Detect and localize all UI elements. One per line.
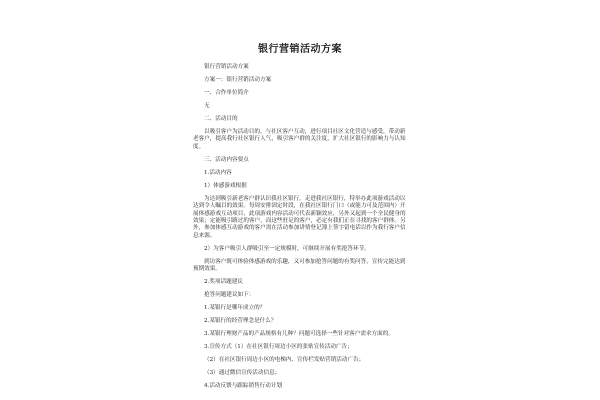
list-item: 1.某银行是哪年成立的？	[204, 305, 266, 312]
list-item: （2）在社区银行周边小区的电梯内、宣传栏发贴营销活动广告；	[204, 357, 365, 364]
section-heading: 一、合作单位简介	[204, 90, 249, 96]
list-item: 2.某银行的经营理念是什么？	[204, 318, 277, 325]
subsection-heading: 4.活动反馈与跟踪销售行动计划	[204, 383, 283, 390]
list-item: 3.某银行理财产品的产品规格有几种？问题可选择一些针对客户需求方面的。	[204, 331, 394, 338]
paragraph: 抢答问题建议如下：	[204, 292, 255, 299]
subsection-heading: 1.活动内容	[204, 169, 232, 176]
subsection-heading: 2.奖项话题建议	[204, 279, 243, 286]
paragraph: 以吸引客户为活动目的，与社区客户互动，进行项目社区文化营造与感受，带动新老客户，提高我行社区银行人气，吸引客户群的关注度，扩大社区银行的影响力与认知度。	[193, 129, 406, 150]
page-title: 银行营销活动方案	[258, 44, 342, 55]
paragraph: 无	[204, 103, 210, 109]
paragraph: 为达到吸引新老客户群认识我社区银行，走进我社区银行，特举办此项游戏活动以达到令人瞩目的效果。每周安排固定时段，在我社区银行门口（或能力可及范围内）开展体感游戏互动项目，此项游戏内容活动可代表新颖效应，另外又起到一个全民健身的效果；定能吸引路过的客户，而这些驻足的客户，必定有我们正在寻找的客户群体。另外，参加体感互动游戏的客户需在活动参加讲情登记簿上签字留电话以作为我行客户信息来源。	[193, 195, 406, 239]
list-item: 3.宣传方式（1）在社区银行周边小区的张贴宣传活动广告；	[204, 344, 353, 351]
document-body	[193, 64, 408, 396]
section-heading: 二、活动目的	[204, 116, 238, 122]
list-item: （3）通过微信宣传活动信息；	[204, 370, 281, 377]
section-heading: 三、活动内容要点	[204, 156, 249, 163]
paragraph: 到访客户既可体验体感游戏的乐趣，又可参加抢答问题的有奖问答，宣传完能达到预期效果。	[193, 258, 406, 273]
plan-heading: 方案一：银行营销活动方案	[204, 77, 272, 83]
list-item: 2）为客户吸引人群吸引至一定规模时，可继续开展有奖抢答环节。	[204, 245, 370, 252]
list-item: 1）体感游戏根据	[204, 182, 247, 189]
doc-subtitle: 银行营销活动方案	[204, 64, 249, 70]
